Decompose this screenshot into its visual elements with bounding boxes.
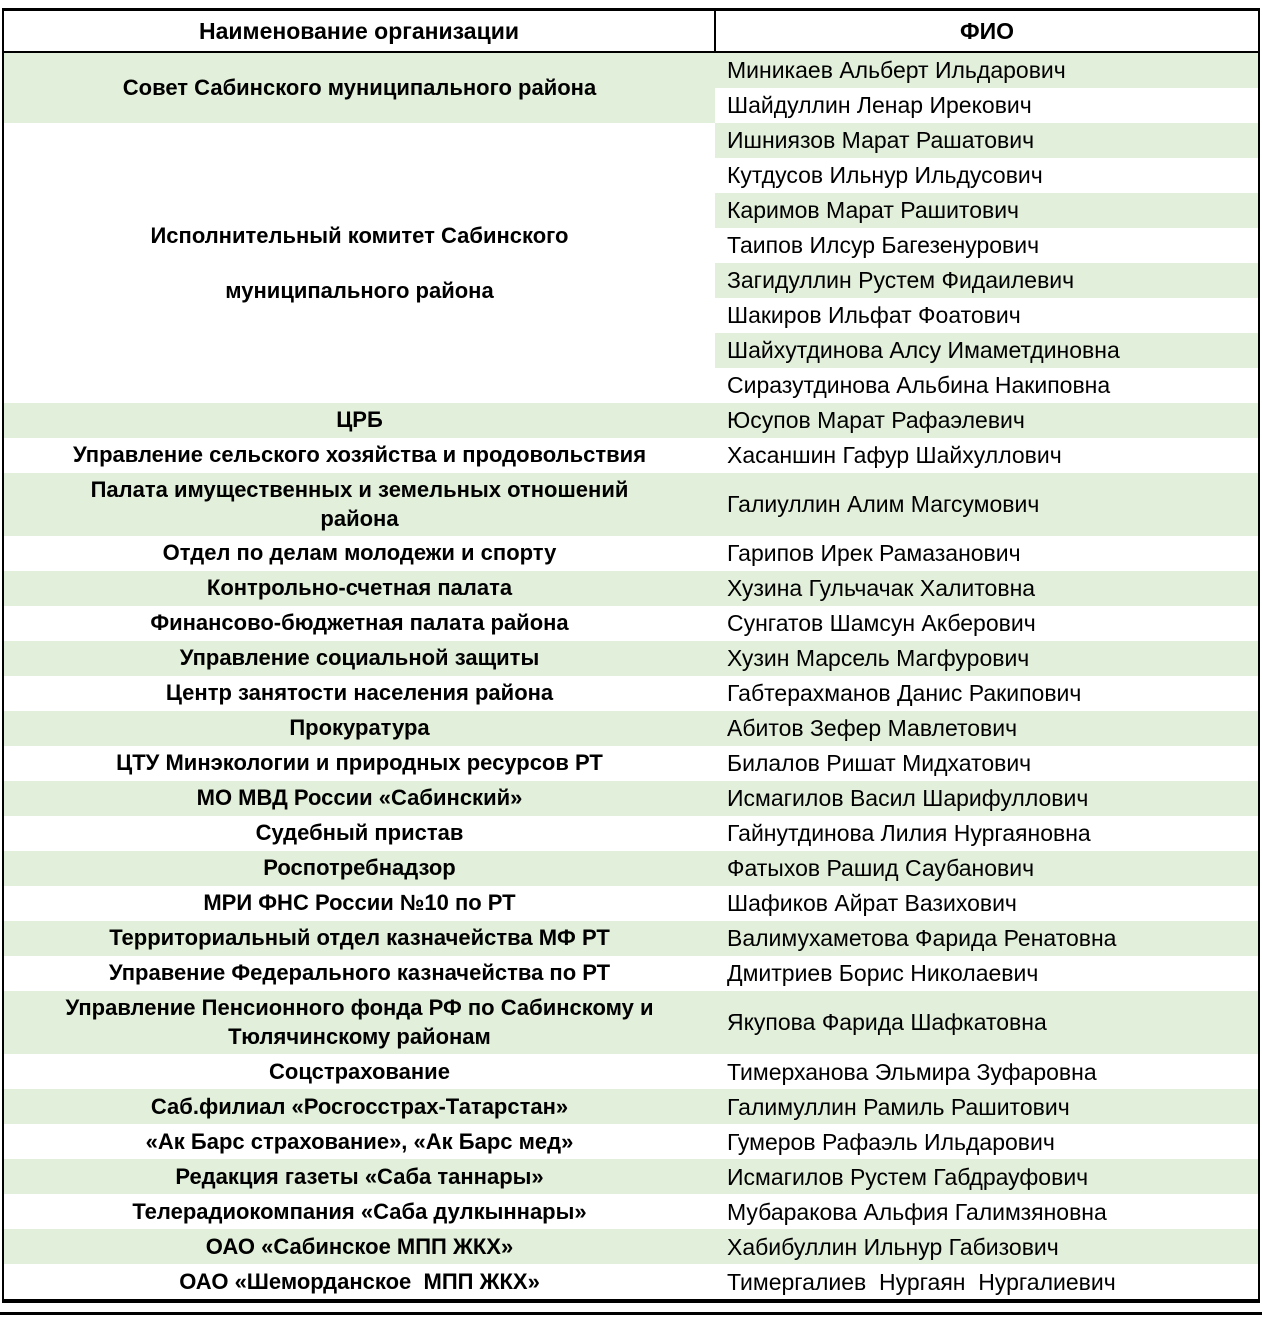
table-row: [3, 403, 1259, 438]
fio-cell: Кутдусов Ильнур Ильдусович: [715, 158, 1259, 193]
fio-cell: Сунгатов Шамсун Акберович: [715, 606, 1259, 641]
fio-cell: Тимерханова Эльмира Зуфаровна: [715, 1054, 1259, 1089]
table-row: [3, 473, 1259, 536]
organization-cell: Исполнительный комитет Сабинского муниципального района: [3, 123, 715, 403]
organization-cell: МО МВД России «Сабинский»: [3, 781, 715, 816]
fio-cell: Билалов Ришат Мидхатович: [715, 746, 1259, 781]
organization-cell: Управление сельского хозяйства и продовольствия: [3, 438, 715, 473]
header-row: [3, 10, 1259, 53]
fio-cell: Хузин Марсель Магфурович: [715, 641, 1259, 676]
fio-cell: Шакиров Ильфат Фоатович: [715, 298, 1259, 333]
fio-cell: Абитов Зефер Мавлетович: [715, 711, 1259, 746]
table-row: [3, 1194, 1259, 1229]
table-row: [3, 52, 1259, 88]
organization-cell: Судебный пристав: [3, 816, 715, 851]
table-row: [3, 886, 1259, 921]
fio-cell: Хузина Гульчачак Халитовна: [715, 571, 1259, 606]
fio-cell: Загидуллин Рустем Фидаилевич: [715, 263, 1259, 298]
table-row: [3, 606, 1259, 641]
table-row: [3, 676, 1259, 711]
organization-cell: Центр занятости населения района: [3, 676, 715, 711]
table-row: [3, 711, 1259, 746]
fio-cell: Гарипов Ирек Рамазанович: [715, 536, 1259, 571]
table-row: [3, 571, 1259, 606]
table-row: [3, 123, 1259, 158]
fio-cell: Таипов Илсур Багезенурович: [715, 228, 1259, 263]
table-row: [3, 851, 1259, 886]
organization-cell: «Ак Барс страхование», «Ак Барс мед»: [3, 1124, 715, 1159]
table-row: [3, 1054, 1259, 1089]
table-row: [3, 921, 1259, 956]
fio-cell: Ишниязов Марат Рашатович: [715, 123, 1259, 158]
fio-cell: Шайхутдинова Алсу Имаметдиновна: [715, 333, 1259, 368]
fio-cell: Исмагилов Рустем Габдрауфович: [715, 1159, 1259, 1194]
bottom-rule: [0, 1312, 1262, 1323]
organization-cell: Прокуратура: [3, 711, 715, 746]
fio-cell: Шайдуллин Ленар Ирекович: [715, 88, 1259, 123]
organization-cell: ЦРБ: [3, 403, 715, 438]
fio-cell: Хасаншин Гафур Шайхуллович: [715, 438, 1259, 473]
organization-cell: Контрольно-счетная палата: [3, 571, 715, 606]
organization-cell: Редакция газеты «Саба таннары»: [3, 1159, 715, 1194]
fio-cell: Тимергалиев Нургаян Нургалиевич: [715, 1264, 1259, 1301]
fio-cell: Галиуллин Алим Магсумович: [715, 473, 1259, 536]
organization-cell: Палата имущественных и земельных отношений района: [3, 473, 715, 536]
fio-cell: Юсупов Марат Рафаэлевич: [715, 403, 1259, 438]
organization-cell: Телерадиокомпания «Саба дулкыннары»: [3, 1194, 715, 1229]
fio-cell: Гумеров Рафаэль Ильдарович: [715, 1124, 1259, 1159]
organization-cell: Совет Сабинского муниципального района: [3, 52, 715, 123]
fio-cell: Каримов Марат Рашитович: [715, 193, 1259, 228]
fio-cell: Якупова Фарида Шафкатовна: [715, 991, 1259, 1054]
organization-cell: Соцстрахование: [3, 1054, 715, 1089]
fio-cell: Валимухаметова Фарида Ренатовна: [715, 921, 1259, 956]
header-cell-organization: Наименование организации: [3, 10, 715, 53]
fio-cell: Мубаракова Альфия Галимзяновна: [715, 1194, 1259, 1229]
organization-cell: ЦТУ Минэкологии и природных ресурсов РТ: [3, 746, 715, 781]
organization-cell: Роспотребнадзор: [3, 851, 715, 886]
organization-cell: Управение Федерального казначейства по РТ: [3, 956, 715, 991]
fio-cell: Дмитриев Борис Николаевич: [715, 956, 1259, 991]
fio-cell: Хабибуллин Ильнур Габизович: [715, 1229, 1259, 1264]
organization-cell: Управление Пенсионного фонда РФ по Сабинскому и Тюлячинскому районам: [3, 991, 715, 1054]
table-row: [3, 438, 1259, 473]
fio-cell: Исмагилов Васил Шарифуллович: [715, 781, 1259, 816]
fio-cell: Сиразутдинова Альбина Накиповна: [715, 368, 1259, 403]
organization-cell: Финансово-бюджетная палата района: [3, 606, 715, 641]
table-row: [3, 536, 1259, 571]
organization-cell: Саб.филиал «Росгосстрах-Татарстан»: [3, 1089, 715, 1124]
fio-cell: Гайнутдинова Лилия Нургаяновна: [715, 816, 1259, 851]
table-row: [3, 956, 1259, 991]
table-row: [3, 991, 1259, 1054]
fio-cell: Шафиков Айрат Вазихович: [715, 886, 1259, 921]
organizations-table: [2, 8, 1260, 1303]
table-row: [3, 641, 1259, 676]
table-row: [3, 1124, 1259, 1159]
table-row: [3, 781, 1259, 816]
organization-cell: Управление социальной защиты: [3, 641, 715, 676]
table-row: [3, 1264, 1259, 1301]
org-table-body: [3, 52, 1259, 1301]
organization-cell: Отдел по делам молодежи и спорту: [3, 536, 715, 571]
organization-cell: МРИ ФНС России №10 по РТ: [3, 886, 715, 921]
fio-cell: Миникаев Альберт Ильдарович: [715, 52, 1259, 88]
table-row: [3, 1229, 1259, 1264]
organization-cell: Территориальный отдел казначейства МФ РТ: [3, 921, 715, 956]
fio-cell: Галимуллин Рамиль Рашитович: [715, 1089, 1259, 1124]
fio-cell: Габтерахманов Данис Ракипович: [715, 676, 1259, 711]
table-row: [3, 816, 1259, 851]
organization-cell: ОАО «Шеморданское МПП ЖКХ»: [3, 1264, 715, 1301]
organization-cell: ОАО «Сабинское МПП ЖКХ»: [3, 1229, 715, 1264]
header-cell-fio: ФИО: [715, 10, 1259, 53]
table-row: [3, 746, 1259, 781]
table-row: [3, 1159, 1259, 1194]
table-row: [3, 1089, 1259, 1124]
fio-cell: Фатыхов Рашид Саубанович: [715, 851, 1259, 886]
